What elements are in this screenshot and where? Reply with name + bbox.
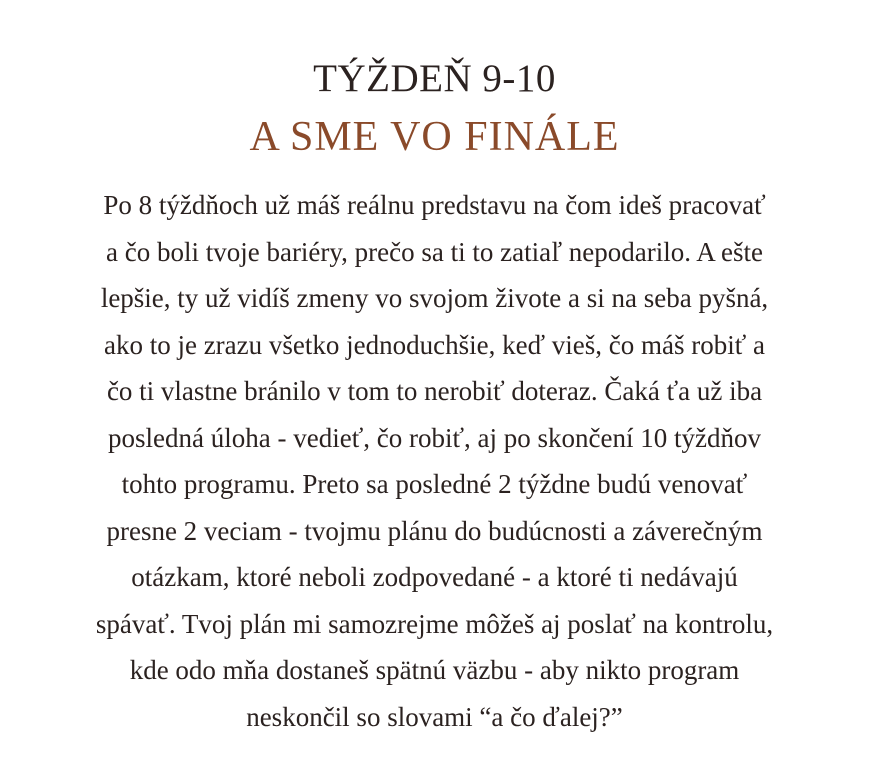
- paragraph-line: Po 8 týždňoch už máš reálnu predstavu na čom ideš pracovať: [103, 190, 766, 220]
- paragraph-line: ako to je zrazu všetko jednoduchšie, keď vieš, čo máš robiť a: [103, 329, 766, 360]
- paragraph-line: spávať. Tvoj plán mi samozrejme môžeš aj poslať na kontrolu,: [95, 608, 774, 639]
- description-paragraph: [0, 182, 869, 740]
- paragraph-line: čo ti vlastne bránilo v tom to nerobiť doteraz. Čaká ťa už iba: [106, 376, 763, 406]
- paragraph-line: a čo boli tvoje bariéry, prečo sa ti to zatiaľ nepodarilo. A ešte: [106, 236, 763, 267]
- paragraph-line: kde odo mňa dostaneš spätnú väzbu - aby nikto program: [129, 655, 740, 685]
- paragraph-line: neskončil so slovami “a čo ďalej?”: [246, 701, 623, 732]
- finale-subheading: A SME VO FINÁLE: [249, 114, 620, 160]
- paragraph-line: presne 2 veciam - tvojmu plánu do budúcnosti a záverečným: [106, 515, 763, 546]
- paragraph-line: posledná úloha - vedieť, čo robiť, aj po skončení 10 týždňov: [108, 422, 761, 453]
- paragraph-line: tohto programu. Preto sa posledné 2 týždne budú venovať: [121, 469, 748, 499]
- paragraph-line: otázkam, ktoré neboli zodpovedané - a ktoré ti nedávajú: [131, 562, 738, 592]
- paragraph-line: lepšie, ty už vidíš zmeny vo svojom živote a si na seba pyšná,: [100, 283, 769, 313]
- week-heading: TÝŽDEŇ 9-10: [313, 57, 556, 100]
